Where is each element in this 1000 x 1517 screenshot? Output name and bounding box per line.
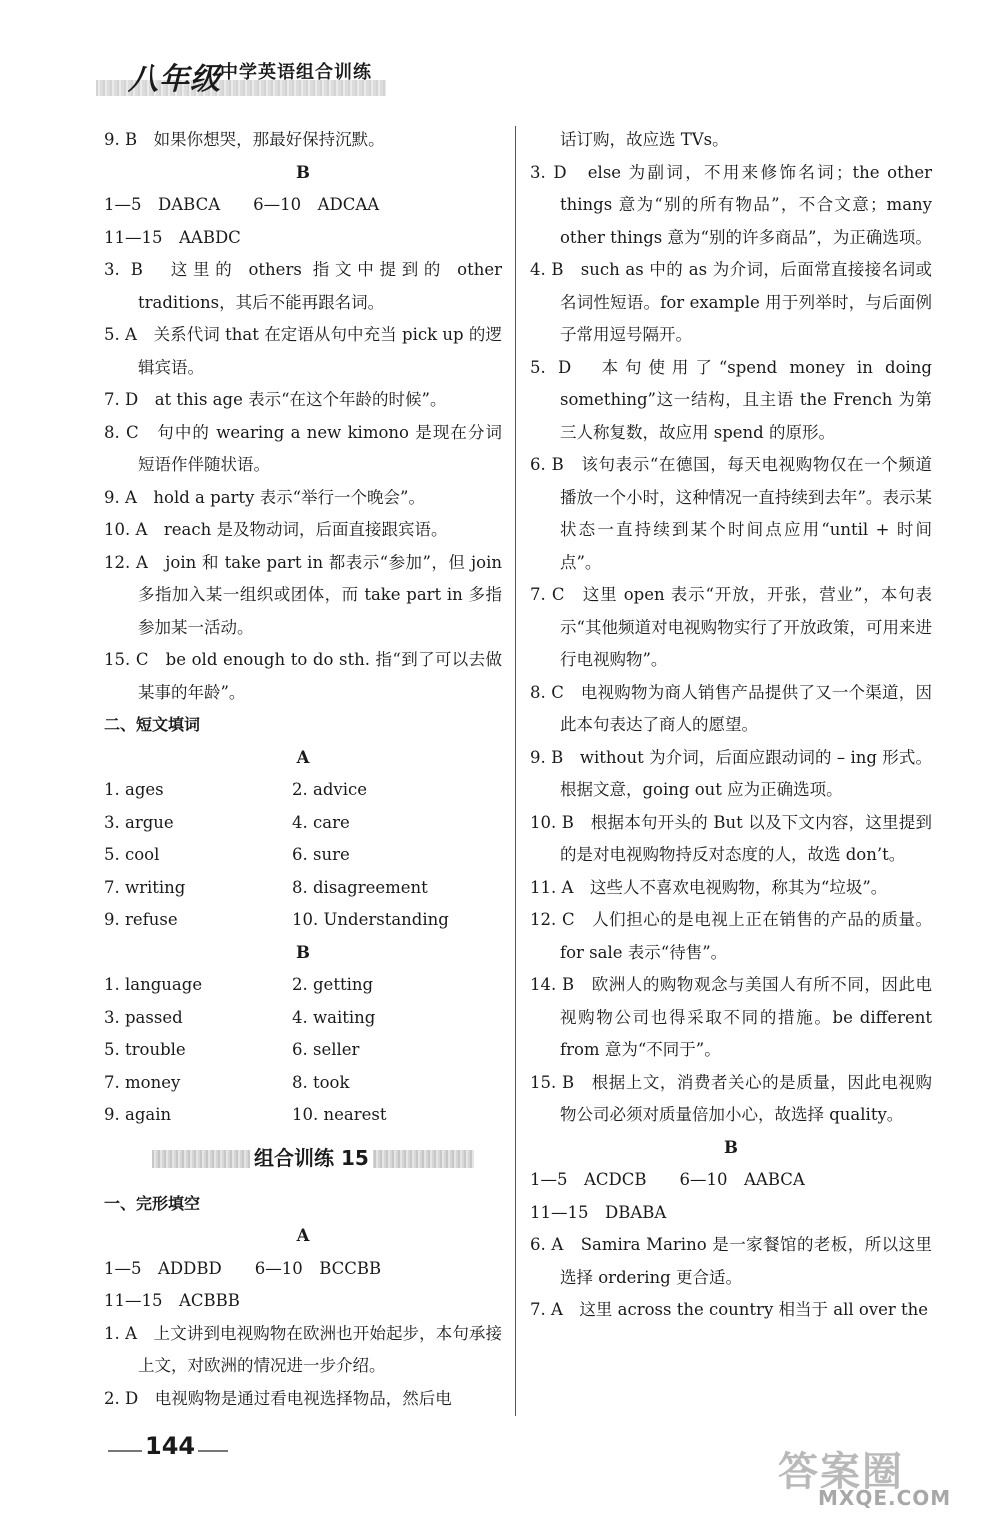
word-answer: 9. again — [104, 1105, 172, 1124]
section-label: B — [724, 1137, 738, 1157]
page-number-ornament — [108, 1428, 228, 1472]
section-title: 二、短文填词 — [104, 715, 201, 734]
word-answer: 10. nearest — [292, 1105, 387, 1124]
word-answer: 3. passed — [104, 1007, 183, 1027]
word-answer: 1. ages — [104, 780, 164, 799]
word-answer: 4. care — [292, 812, 350, 832]
word-answer: 2. advice — [292, 780, 367, 799]
section-label: B — [296, 162, 310, 182]
word-answer: 3. argue — [104, 812, 174, 832]
answer-item: 9. B 如果你想哭，那最好保持沉默。 — [104, 130, 385, 149]
unit-title: 组合训练 15 — [250, 1142, 373, 1174]
answer-key-row: 1—5 DABCA 6—10 ADCAA — [104, 195, 380, 214]
word-answer: 8. disagreement — [292, 877, 428, 897]
section-label: B — [296, 942, 310, 962]
word-grid-b — [104, 969, 502, 1132]
answer-item: 14. B 欧洲人的购物观念与美国人有所不同，因此电视购物公司也得采取不同的措施。be different from 意为“不同于”。 — [530, 975, 932, 1059]
answer-key-row: 1—5 ACDCB 6—10 AABCA — [530, 1170, 805, 1189]
answer-item: 11. A 这些人不喜欢电视购物，称其为“垃圾”。 — [530, 877, 888, 897]
watermark-url: MXQE.COM — [818, 1486, 952, 1510]
answer-item: 5. D 本句使用了“spend money in doing something”这一结构，且主语 the French 为第三人称复数，故应用 spend 的原形。 — [530, 357, 932, 442]
answer-key-row: 11—15 DBABA — [530, 1202, 667, 1222]
word-answer: 2. getting — [292, 975, 374, 994]
watermark-logo-text: 答案圈 — [778, 1449, 904, 1495]
answer-item: 9. A hold a party 表示“举行一个晚会”。 — [104, 487, 425, 507]
right-column — [530, 124, 932, 1327]
answer-item: 10. B 根据本句开头的 But 以及下文内容，这里提到的是对电视购物持反对态度的人，故选 don’t。 — [530, 812, 932, 864]
answer-item: 7. D at this age 表示“在这个年龄的时候”。 — [104, 390, 447, 409]
word-answer: 6. seller — [292, 1040, 360, 1059]
answer-item: 4. B such as 中的 as 为介词，后面常直接接名词或名词性短语。for example 用于列举时，与后面例子常用逗号隔开。 — [530, 260, 932, 344]
answer-item: 6. B 该句表示“在德国，每天电视购物仅在一个频道播放一个小时，这种情况一直持续到去年”。表示某状态一直持续到某个时间点应用“until + 时间点”。 — [530, 455, 932, 572]
answer-item: 8. C 电视购物为商人销售产品提供了又一个渠道，因此本句表达了商人的愿望。 — [530, 682, 932, 734]
answer-item: 6. A Samira Marino 是一家餐馆的老板，所以这里选择 ordering 更合适。 — [530, 1235, 932, 1287]
word-answer: 1. language — [104, 975, 203, 994]
answer-item: 15. C be old enough to do sth. 指“到了可以去做某事的年龄”。 — [104, 650, 502, 702]
answer-continuation: 话订购，故应选 TVs。 — [560, 130, 729, 149]
answer-item: 1. A 上文讲到电视购物在欧洲也开始起步，本句承接上文，对欧洲的情况进一步介绍。 — [104, 1323, 502, 1375]
answer-item: 5. A 关系代词 that 在定语从句中充当 pick up 的逻辑宾语。 — [104, 325, 502, 377]
answer-item: 3. B 这里的 others 指文中提到的 other traditions，其后不能再跟名词。 — [104, 260, 502, 312]
answer-item: 2. D 电视购物是通过看电视选择物品，然后电 — [104, 1388, 452, 1408]
section-label: A — [296, 747, 310, 767]
column-divider — [515, 126, 516, 1416]
answer-item: 3. D else 为副词，不用来修饰名词；the other things 意为“别的所有物品”，不合文意；many other things 意为“别的许多商品”，为正确选项。 — [530, 162, 932, 247]
answer-item: 12. A join 和 take part in 都表示“参加”，但 join 多指加入某一组织或团体，而 take part in 多指参加某一活动。 — [104, 552, 502, 637]
word-answer: 5. cool — [104, 845, 160, 864]
answer-item: 7. A 这里 across the country 相当于 all over the — [530, 1300, 929, 1319]
section-title: 一、完形填空 — [104, 1193, 201, 1213]
page-header — [96, 50, 396, 100]
word-grid-a — [104, 774, 502, 937]
word-answer: 6. sure — [292, 845, 350, 864]
site-watermark — [768, 1440, 990, 1512]
answer-key-row: 11—15 AABDC — [104, 227, 241, 247]
answer-item: 7. C 这里 open 表示“开放，开张，营业”，本句表示“其他频道对电视购物实行了开放政策，可用来进行电视购物”。 — [530, 585, 932, 669]
page-number: 144 — [142, 1432, 198, 1460]
grade-title: 八年级 — [128, 62, 221, 97]
word-answer: 5. trouble — [104, 1040, 186, 1059]
answer-key-row: 1—5 ADDBD 6—10 BCCBB — [104, 1258, 382, 1278]
answer-key-row: 11—15 ACBBB — [104, 1291, 240, 1310]
word-answer: 4. waiting — [292, 1007, 376, 1027]
word-answer: 9. refuse — [104, 910, 178, 929]
unit-banner — [104, 1136, 502, 1186]
answer-item: 12. C 人们担心的是电视上正在销售的产品的质量。for sale 表示“待售”。 — [530, 910, 932, 962]
word-answer: 7. writing — [104, 877, 186, 897]
word-answer: 10. Understanding — [292, 910, 449, 929]
left-column — [104, 124, 502, 1415]
answer-item: 9. B without 为介词，后面应跟动词的 – ing 形式。根据文意，going out 应为正确选项。 — [530, 747, 932, 799]
answer-item: 10. A reach 是及物动词，后面直接跟宾语。 — [104, 520, 448, 539]
word-answer: 7. money — [104, 1072, 181, 1092]
section-label: A — [296, 1226, 310, 1245]
answer-item: 8. C 句中的 wearing a new kimono 是现在分词短语作伴随状语。 — [104, 422, 502, 474]
answer-item: 15. B 根据上文，消费者关心的是质量，因此电视购物公司必须对质量倍加小心，故选择 quality。 — [530, 1072, 932, 1124]
series-title: 中学英语组合训练 — [220, 62, 372, 83]
word-answer: 8. took — [292, 1072, 350, 1092]
